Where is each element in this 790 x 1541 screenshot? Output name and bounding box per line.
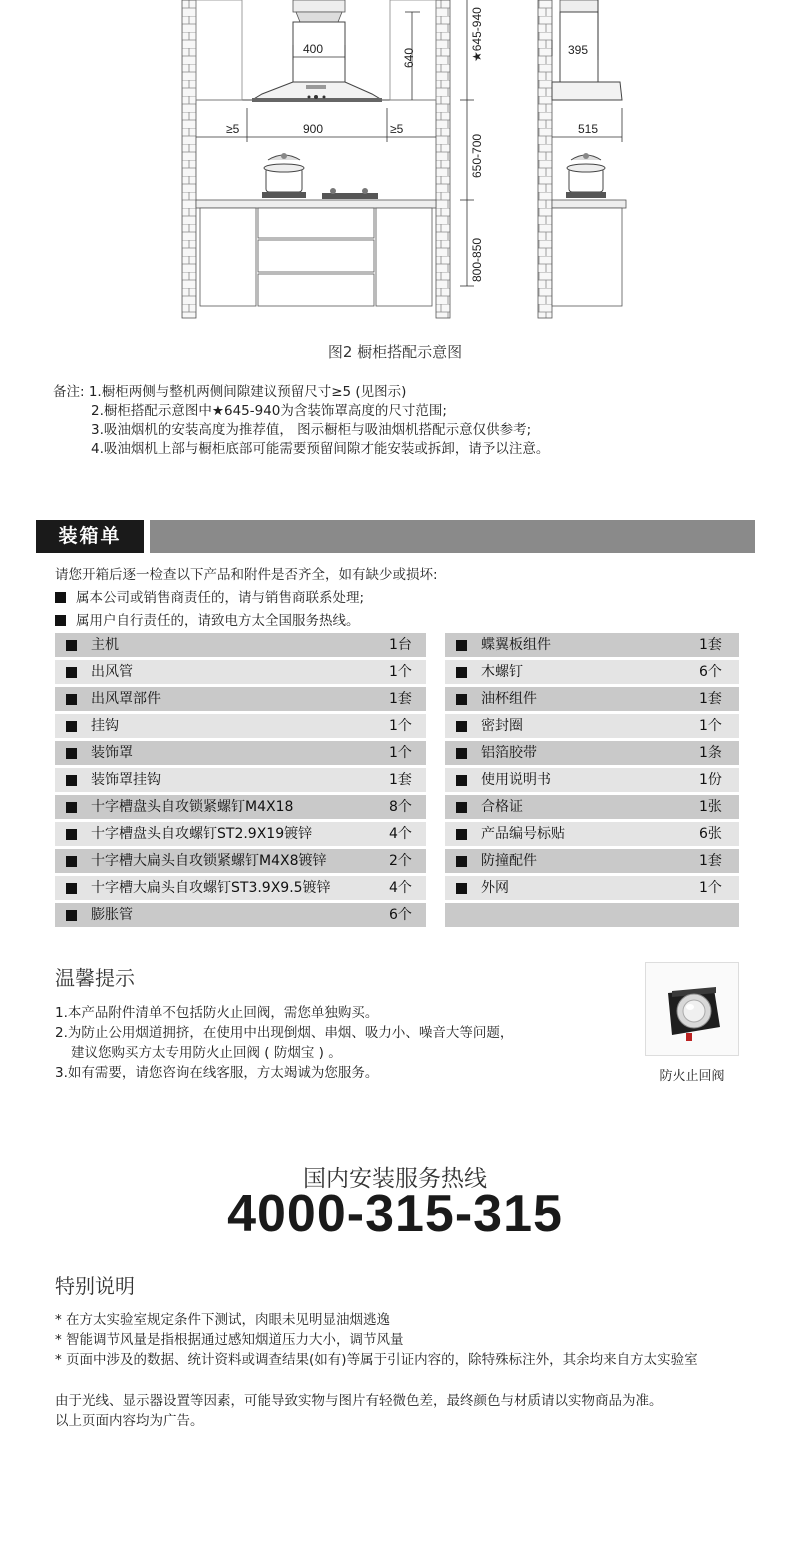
item-name: 出风罩部件 [91,691,161,707]
bullet-square-icon [66,667,77,678]
bullet-square-icon [66,856,77,867]
item-name: 合格证 [481,799,523,815]
bullet-square-icon [456,829,467,840]
item-quantity: 1个 [699,880,722,896]
bullet-square-icon [55,615,66,626]
bullet-square-icon [66,721,77,732]
bullet-square-icon [66,829,77,840]
table-row [445,687,739,711]
item-name: 十字槽盘头自攻锁紧螺钉M4X18 [91,799,294,815]
item-name: 防撞配件 [481,853,537,869]
item-quantity: 4个 [389,880,412,896]
bullet-square-icon [66,694,77,705]
item-quantity: 1条 [699,745,722,761]
item-quantity: 8个 [389,799,412,815]
note-line: 2.橱柜搭配示意图中★645-940为含装饰罩高度的尺寸范围; [91,403,447,419]
table-row [445,768,739,792]
table-row [55,795,426,819]
bullet-square-icon [456,775,467,786]
special-line: * 智能调节风量是指根据通过感知烟道压力大小，调节风量 [55,1332,404,1348]
tip-line: 建议您购买方太专用防火止回阀 ( 防烟宝 ) 。 [71,1045,342,1061]
item-quantity: 1个 [699,718,722,734]
item-name: 使用说明书 [481,772,551,788]
header-grey-bar [150,520,755,553]
kitchen-installation-diagram [0,0,790,340]
installation-notes [53,383,549,459]
bullet-square-icon [66,748,77,759]
table-row [55,822,426,846]
bullet-square-icon [66,775,77,786]
dim-side-top-width: 395 [568,43,589,57]
item-quantity: 1个 [389,718,412,734]
table-row [55,876,426,900]
item-quantity: 1套 [699,691,722,707]
packing-list-title: 装箱单 [36,520,144,553]
bullet-square-icon [66,640,77,651]
gas-stove-front [322,188,378,199]
bullet-square-icon [456,721,467,732]
table-row [445,849,739,873]
item-name: 木螺钉 [481,664,523,680]
item-name: 挂钩 [91,718,119,734]
item-name: 蝶翼板组件 [481,637,551,653]
special-title: 特别说明 [55,1274,135,1298]
item-name: 密封圈 [481,718,523,734]
item-name: 产品编号标贴 [481,826,565,842]
special-notes [55,1310,698,1370]
item-quantity: 1套 [389,691,412,707]
tip-line: 1.本产品附件清单不包括防火止回阀，需您单独购买。 [55,1005,379,1021]
item-quantity: 1份 [699,772,722,788]
cooking-pot-front [262,153,306,198]
item-name: 外网 [481,880,509,896]
footer-line: 以上页面内容均为广告。 [55,1413,204,1429]
base-cabinet-front [200,208,432,306]
table-row [55,687,426,711]
dim-gap-left: ≥5 [226,122,240,136]
note-line: 备注: 1.橱柜两侧与整机两侧间隙建议预留尺寸≥5 (见图示) [53,384,407,400]
table-row [445,795,739,819]
item-quantity: 1个 [389,745,412,761]
tip-line: 3.如有需要，请您咨询在线客服，方太竭诚为您服务。 [55,1065,379,1081]
footer-disclaimer [55,1391,663,1431]
item-name: 十字槽大扁头自攻螺钉ST3.9X9.5镀锌 [91,880,331,896]
table-row [445,714,739,738]
packing-intro-text: 请您开箱后逐一检查以下产品和附件是否齐全，如有缺少或损坏: [55,567,438,583]
check-valve-icon [646,963,738,1055]
bullet-square-icon [66,910,77,921]
bullet-square-icon [55,592,66,603]
bullet-square-icon [456,856,467,867]
item-name: 装饰罩 [91,745,133,761]
table-row [445,903,739,927]
dim-side-depth: 515 [578,122,599,136]
table-row [55,741,426,765]
item-quantity: 6张 [699,826,722,842]
dim-hood-height: 640 [402,47,416,68]
front-left-brick-wall [182,0,196,318]
special-line: * 页面中涉及的数据、统计资料或调查结果(如有)等属于引证内容的，除特殊标注外，其余均来自方太实验室 [55,1352,698,1368]
responsibility-item: 属本公司或销售商责任的，请与销售商联系处理; [55,587,438,610]
table-row [55,903,426,927]
table-row [55,633,426,657]
hotline-title: 国内安装服务热线 [303,1166,487,1192]
item-name: 出风管 [91,664,133,680]
item-quantity: 4个 [389,826,412,842]
tip-line: 2.为防止公用烟道拥挤，在使用中出现倒烟、串烟、吸力小、噪音大等问题， [55,1025,514,1041]
bullet-square-icon [456,640,467,651]
item-quantity: 1张 [699,799,722,815]
fire-check-valve-image [645,962,739,1056]
note-line: 3.吸油烟机的安装高度为推荐值， 图示橱柜与吸油烟机搭配示意仅供参考; [91,422,532,438]
item-quantity: 6个 [699,664,722,680]
dim-hood-top-width: 400 [303,42,324,56]
item-name: 装饰罩挂钩 [91,772,161,788]
tips-list [55,1003,513,1083]
bullet-square-icon [456,667,467,678]
responsibility-item: 属用户自行责任的，请致电方太全国服务热线。 [55,610,438,633]
bullet-square-icon [456,883,467,894]
item-quantity: 1台 [389,637,412,653]
dim-counter-height: 800-850 [470,237,484,282]
table-row [445,876,739,900]
packing-table-right [445,633,739,930]
table-row [55,849,426,873]
table-row [445,633,739,657]
packing-list-header [36,520,755,553]
item-name: 膨胀管 [91,907,133,923]
item-name: 主机 [91,637,119,653]
table-row [445,822,739,846]
packing-table-left [55,633,426,930]
item-name: 油杯组件 [481,691,537,707]
note-line: 4.吸油烟机上部与橱柜底部可能需要预留间隙才能安装或拆卸，请予以注意。 [91,441,550,457]
tips-title: 温馨提示 [55,966,135,990]
item-name: 十字槽盘头自攻螺钉ST2.9X19镀锌 [91,826,313,842]
packing-intro [55,564,438,633]
dim-cabinet-width: 900 [303,122,324,136]
cooking-pot-side [566,153,606,198]
item-name: 十字槽大扁头自攻锁紧螺钉M4X8镀锌 [91,853,327,869]
bullet-square-icon [66,802,77,813]
table-row [55,714,426,738]
item-quantity: 1套 [699,637,722,653]
item-quantity: 1套 [389,772,412,788]
item-quantity: 6个 [389,907,412,923]
item-quantity: 1个 [389,664,412,680]
front-right-brick-wall [436,0,450,318]
dim-total-range: ★645-940 [470,7,484,62]
base-cabinet-side [552,208,622,306]
table-row [445,741,739,765]
footer-line: 由于光线、显示器设置等因素，可能导致实物与图片有轻微色差，最终颜色与材质请以实物商品为准。 [55,1393,663,1409]
item-quantity: 2个 [389,853,412,869]
dim-install-height: 650-700 [470,133,484,178]
bullet-square-icon [66,883,77,894]
valve-caption: 防火止回阀 [659,1069,725,1084]
bullet-square-icon [456,802,467,813]
bullet-square-icon [456,748,467,759]
table-row [445,660,739,684]
diagram-caption: 图2 橱柜搭配示意图 [327,343,463,361]
dim-gap-right: ≥5 [390,122,404,136]
bullet-square-icon [456,694,467,705]
table-row [55,660,426,684]
item-quantity: 1套 [699,853,722,869]
hotline-number: 4000-315-315 [227,1185,563,1243]
item-name: 铝箔胶带 [481,745,537,761]
special-line: * 在方太实验室规定条件下测试，肉眼未见明显油烟逃逸 [55,1312,391,1328]
table-row [55,768,426,792]
side-brick-wall [538,0,552,318]
